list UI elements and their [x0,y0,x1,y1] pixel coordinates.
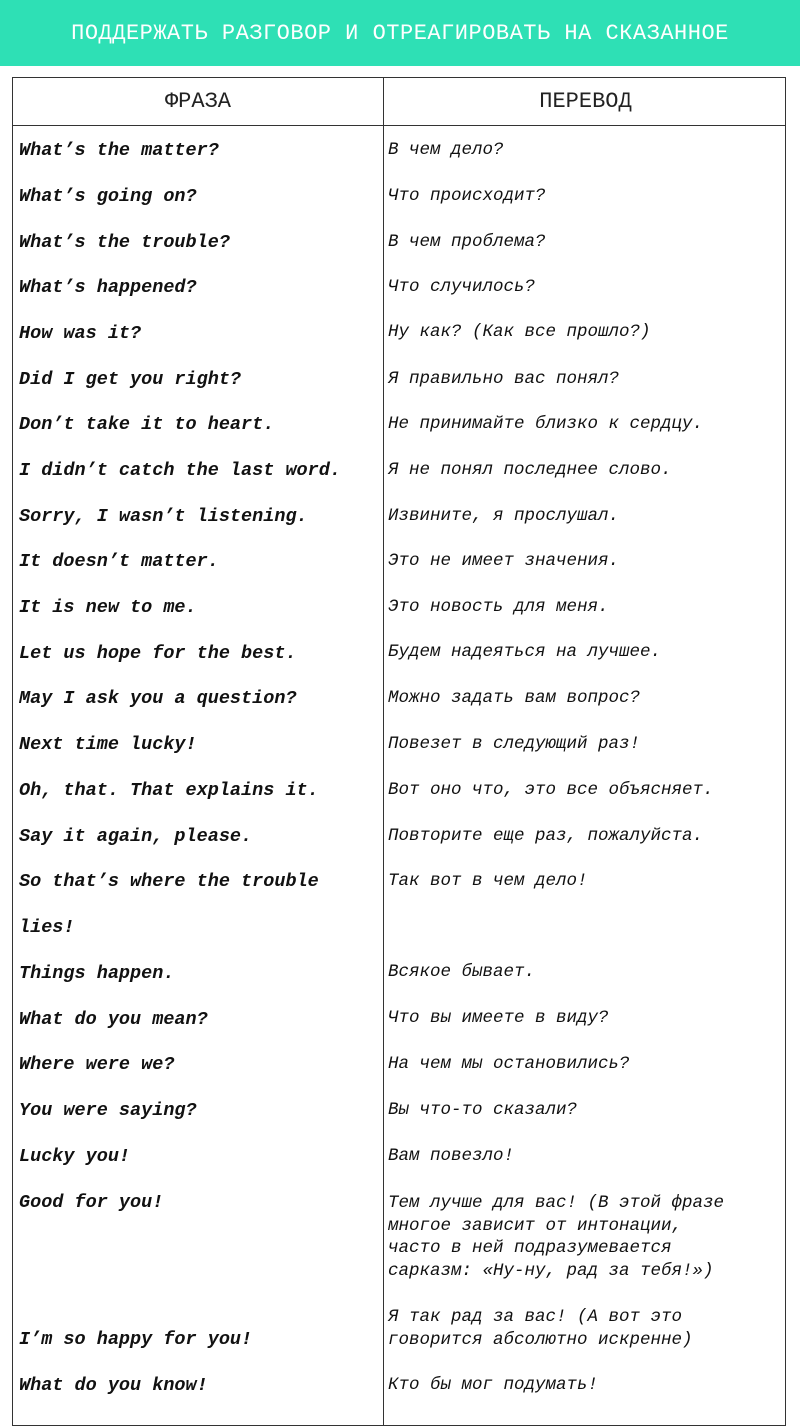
header-divider [13,125,785,126]
phrase-ru: Я так рад за вас! (А вот это говорится абсолютно искренне) [388,1307,693,1350]
phrase-ru: Кто бы мог подумать! [388,1375,599,1395]
phrase-en: What do you mean? [19,1009,208,1030]
phrase-en: What do you know! [19,1375,208,1396]
phrase-ru: На чем мы остановились? [388,1054,630,1074]
phrase-ru: Тем лучше для вас! (В этой фразе многое зависит от интонации, часто в ней подразумевается сарказм: «Ну-ну, рад за тебя!») [388,1193,725,1281]
phrase-ru: Это новость для меня. [388,597,609,617]
phrase-ru: Повезет в следующий раз! [388,734,641,754]
phrase-ru: Так вот в чем дело! [388,871,588,891]
column-divider [383,78,384,1425]
phrase-en: Things happen. [19,963,175,984]
phrase-ru: Не принимайте близко к сердцу. [388,414,704,434]
phrase-ru: Что случилось? [388,277,536,297]
phrase-en: I’m so happy for you! [19,1329,253,1350]
phrase-en: Oh, that. That explains it. [19,780,319,801]
header-translation: ПЕРЕВОД [539,89,632,114]
phrase-en: Don’t take it to heart. [19,414,275,435]
phrase-en: It doesn’t matter. [19,551,219,572]
phrase-ru: Ну как? (Как все прошло?) [388,322,651,342]
phrase-en: Next time lucky! [19,734,197,755]
phrase-en: How was it? [19,323,142,344]
phrase-en: Did I get you right? [19,369,242,390]
phrase-en: What’s the matter? [19,140,219,161]
phrase-ru: Что происходит? [388,186,546,206]
phrase-en: What’s going on? [19,186,197,207]
phrase-ru: Я не понял последнее слово. [388,460,672,480]
phrase-ru: Можно задать вам вопрос? [388,688,641,708]
phrase-ru: В чем проблема? [388,232,546,252]
phrase-en: It is new to me. [19,597,197,618]
phrase-ru: Что вы имеете в виду? [388,1008,609,1028]
phrase-en: What’s the trouble? [19,232,230,253]
header-phrase: ФРАЗА [164,89,231,114]
phrase-ru: Извините, я прослушал. [388,506,620,526]
phrase-ru: Повторите еще раз, пожалуйста. [388,826,704,846]
phrase-en: Let us hope for the best. [19,643,297,664]
phrase-en: Sorry, I wasn’t listening. [19,506,308,527]
phrase-en: Lucky you! [19,1146,131,1167]
phrase-en: So that’s where the trouble [19,871,319,892]
phrase-en: What’s happened? [19,277,197,298]
phrase-ru: Я правильно вас понял? [388,369,620,389]
phrase-ru: Вам повезло! [388,1146,515,1166]
phrase-en: May I ask you a question? [19,688,297,709]
page-title: ПОДДЕРЖАТЬ РАЗГОВОР И ОТРЕАГИРОВАТЬ НА СКАЗАННОЕ [71,20,729,46]
phrase-en: Good for you! [19,1192,164,1213]
phrase-ru: В чем дело? [388,140,504,160]
phrase-en: lies! [19,917,75,938]
phrase-en: Where were we? [19,1054,175,1075]
phrase-ru: Вы что-то сказали? [388,1100,578,1120]
phrase-ru: Всякое бывает. [388,962,536,982]
phrase-ru: Это не имеет значения. [388,551,620,571]
phrase-en: Say it again, please. [19,826,253,847]
phrase-ru: Вот оно что, это все объясняет. [388,780,714,800]
phrase-en: You were saying? [19,1100,197,1121]
phrase-en: I didn’t catch the last word. [19,460,341,481]
page-title-banner [0,0,800,66]
phrase-ru: Будем надеяться на лучшее. [388,642,662,662]
